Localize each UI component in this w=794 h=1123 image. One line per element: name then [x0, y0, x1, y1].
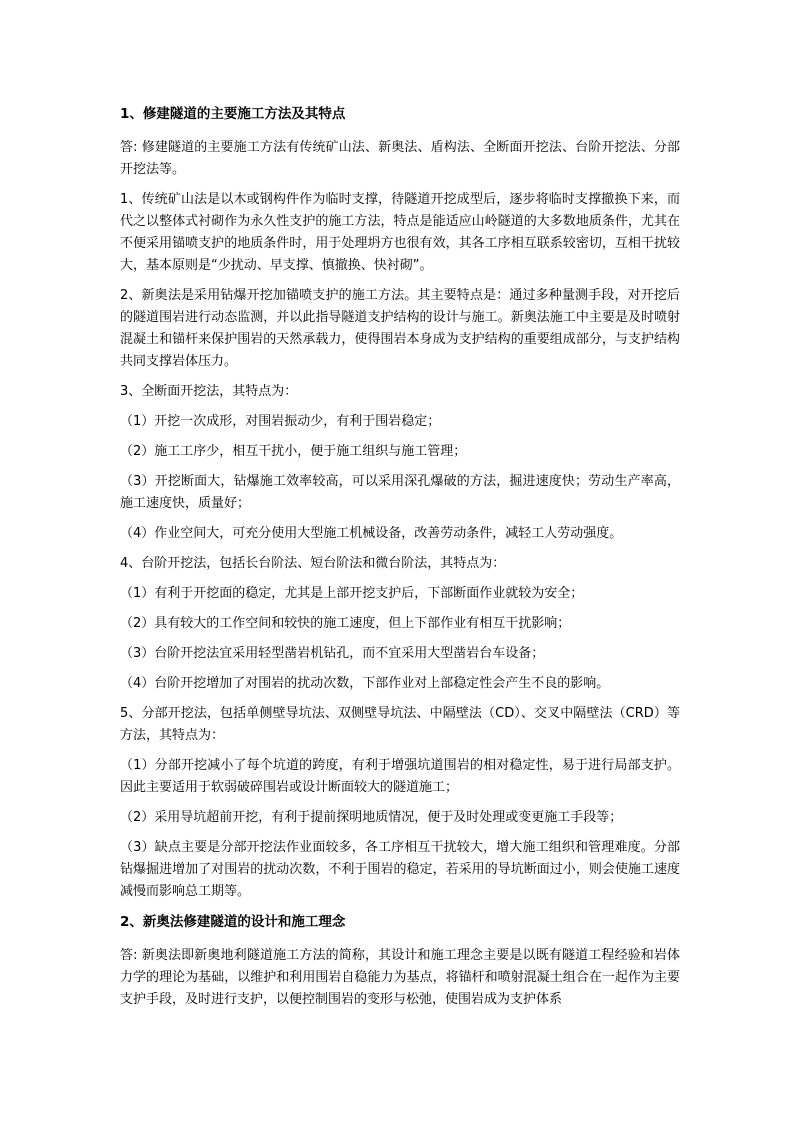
paragraph-traditional-mining-method: 1、传统矿山法是以木或钢构件作为临时支撑，待隧道开挖成型后，逐步将临时支撑撤换下来，而代之以整体式衬砌作为永久性支护的施工方法，特点是能适应山岭隧道的大多数地质条件，尤其在不便采用锚喷支护的地质条件时，用于处理坍方也很有效，其各工序相互联系较密切，互相干扰较大，基本原则是“少扰动、早支撑、慎撤换、快衬砌”。 — [120, 192, 680, 273]
paragraph-natm: 2、新奥法是采用钻爆开挖加锚喷支护的施工方法。其主要特点是：通过多种量测手段，对开挖后的隧道围岩进行动态监测，并以此指导隧道支护结构的设计与施工。新奥法施工中主要是及时喷射混凝土和锚杆来保护围岩的天然承载力，使得围岩本身成为支护结构的重要组成部分，与支护结构共同支撑岩体压力。 — [120, 288, 680, 369]
section-heading-2: 2、新奥法修建隧道的设计和施工理念 — [120, 914, 346, 930]
list-item: （3）开挖断面大，钻爆施工效率较高，可以采用深孔爆破的方法，掘进速度快；劳动生产率高，施工速度快，质量好； — [120, 474, 680, 511]
paragraph-partial-excavation-intro: 5、分部开挖法，包括单侧壁导坑法、双侧壁导坑法、中隔壁法（CD）、交叉中隔壁法（CRD）等方法，其特点为： — [120, 706, 680, 743]
list-item: （2）施工工序少，相互干扰小，便于施工组织与施工管理； — [120, 444, 467, 459]
list-item: （3）缺点主要是分部开挖法作业面较多，各工序相互干扰较大，增大施工组织和管理难度。分部钻爆掘进增加了对围岩的扰动次数，不利于围岩的稳定，若采用的导坑断面过小，则会使施工速度减慢而影响总工期等。 — [120, 840, 680, 899]
list-item: （2）采用导坑超前开挖，有利于提前探明地质情况，便于及时处理或变更施工手段等； — [120, 810, 623, 825]
answer-paragraph-2: 答: 新奥法即新奥地利隧道施工方法的简称，其设计和施工理念主要是以既有隧道工程经验和岩体力学的理论为基础，以维护和利用围岩自稳能力为基点，将锚杆和喷射混凝土组合在一起作为主要支护手段，及时进行支护，以便控制围岩的变形与松弛，使围岩成为支护体系 — [120, 948, 680, 1007]
list-item: （4）作业空间大，可充分使用大型施工机械设备，改善劳动条件，减轻工人劳动强度。 — [120, 526, 623, 541]
answer-paragraph-1: 答: 修建隧道的主要施工方法有传统矿山法、新奥法、盾构法、全断面开挖法、台阶开挖法、分部开挖法等。 — [120, 140, 680, 177]
section-heading-1: 1、修建隧道的主要施工方法及其特点 — [120, 106, 346, 122]
list-item: （4）台阶开挖增加了对围岩的扰动次数，下部作业对上部稳定性会产生不良的影响。 — [120, 676, 610, 691]
list-item: （1）有利于开挖面的稳定，尤其是上部开挖支护后，下部断面作业就较为安全； — [120, 586, 584, 601]
list-item: （2）具有较大的工作空间和较快的施工速度，但上下部作业有相互干扰影响； — [120, 616, 571, 631]
paragraph-bench-method-intro: 4、台阶开挖法，包括长台阶法、短台阶法和微台阶法，其特点为： — [120, 556, 506, 571]
document-page — [120, 103, 680, 1019]
list-item: （1）分部开挖减小了每个坑道的跨度，有利于增强坑道围岩的相对稳定性，易于进行局部支护。因此主要适用于软弱破碎围岩或设计断面较大的隧道施工； — [120, 758, 680, 795]
list-item: （1）开挖一次成形，对围岩振动少，有利于围岩稳定； — [120, 414, 441, 429]
list-item: （3）台阶开挖法宜采用轻型凿岩机钻孔，而不宜采用大型凿岩台车设备； — [120, 646, 545, 661]
paragraph-full-face-intro: 3、全断面开挖法，其特点为： — [120, 384, 298, 399]
